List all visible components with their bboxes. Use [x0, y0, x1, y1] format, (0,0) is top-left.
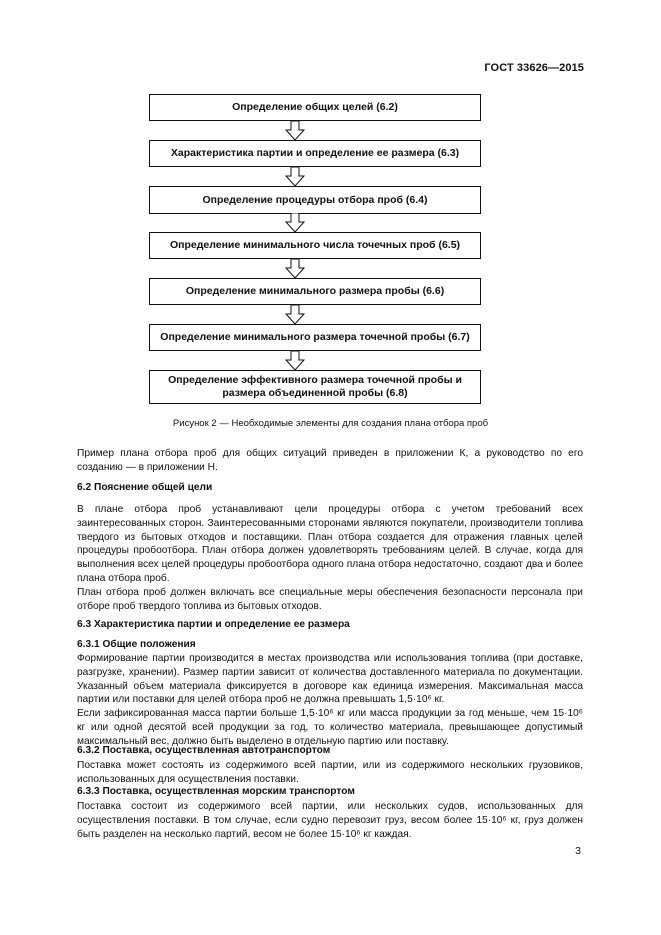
paragraph: Поставка может состоять из содержимого всей партии, или из содержимого нескольких грузовиков, использованных для осуществления поставки.: [77, 760, 583, 785]
paragraph: В плане отбора проб устанавливают цели процедуры отбора с учетом требований всех заинтересованных сторон. Заинтересованными сторонами являются покупатели, производители топлива твердого из бытовых отходов и поставщики. План отбора создается для отражения главных целей процедуры пробоотбора. План отбора должен удовлетворять требованиям целей. В случае, когда для выполнения всех целей процедуры пробоотбора одного плана отбора недостаточно, создают два и более плана отбора проб.: [77, 504, 583, 584]
section-6-2-body: [77, 503, 583, 613]
down-arrow-icon: [284, 121, 306, 141]
section-heading-6-3: 6.3 Характеристика партии и определение ее размера: [77, 619, 350, 630]
flow-step-4: Определение минимального числа точечных проб (6.5): [149, 232, 481, 259]
paragraph: Поставка состоит из содержимого всей партии, или нескольких судов, использованных для осуществления поставки. В том случае, если судно перевозит груз, весом более 15·10⁶ кг, груз должен быть разделен на несколько партий, весом не более 15·10⁶ кг каждая.: [77, 801, 583, 840]
section-6-3-1-body: [77, 652, 583, 749]
down-arrow-icon: [284, 351, 306, 371]
section-6-3-3-body: [77, 800, 583, 841]
document-header: ГОСТ 33626—2015: [484, 62, 584, 74]
flow-step-6: Определение минимального размера точечной пробы (6.7): [149, 324, 481, 351]
flow-step-2: Характеристика партии и определение ее размера (6.3): [149, 140, 481, 167]
paragraph: Если зафиксированная масса партии больше 1,5·10⁶ кг или масса продукции за год меньше, чем 15·10⁶ кг или одной десятой всей продукции за год, то количество материала, превышающее допустимый максимальный вес, должно быть выделено в отдельную партию или поставку.: [77, 708, 583, 747]
down-arrow-icon: [284, 167, 306, 187]
intro-paragraph: Пример плана отбора проб для общих ситуаций приведен в приложении К, а руководство по его созданию — в приложении Н.: [77, 448, 583, 473]
down-arrow-icon: [284, 213, 306, 233]
down-arrow-icon: [284, 305, 306, 325]
section-heading-6-3-3: 6.3.3 Поставка, осуществленная морским транспортом: [77, 786, 355, 797]
section-6-3-2-body: [77, 759, 583, 787]
flow-step-7: Определение эффективного размера точечной пробы и размера объединенной пробы (6.8): [149, 370, 481, 404]
section-heading-6-2: 6.2 Пояснение общей цели: [77, 482, 213, 493]
flow-step-3: Определение процедуры отбора проб (6.4): [149, 186, 481, 214]
paragraph: Формирование партии производится в местах производства или использования топлива (при доставке, разгрузке, хранении). Размер партии зависит от количества доставленного материала по документации. Указанный объем материала фиксируется в договоре как единица измерения. Максимальная масса партии или поставки для целей отбора проб не должна превышать 1,5·10⁶ кг.: [77, 653, 583, 706]
flow-step-5: Определение минимального размера пробы (6.6): [149, 278, 481, 305]
down-arrow-icon: [284, 259, 306, 279]
paragraph: План отбора проб должен включать все специальные меры обеспечения безопасности персонала при отборе проб твердого топлива из бытовых отходов.: [77, 586, 583, 612]
figure-caption: Рисунок 2 — Необходимые элементы для создания плана отбора проб: [172, 418, 489, 429]
section-heading-6-3-1: 6.3.1 Общие положения: [77, 639, 196, 650]
intro-block: [77, 447, 583, 475]
section-heading-6-3-2: 6.3.2 Поставка, осуществленная автотранспортом: [77, 745, 331, 756]
flow-step-1: Определение общих целей (6.2): [149, 94, 481, 121]
page-number: 3: [575, 845, 581, 857]
